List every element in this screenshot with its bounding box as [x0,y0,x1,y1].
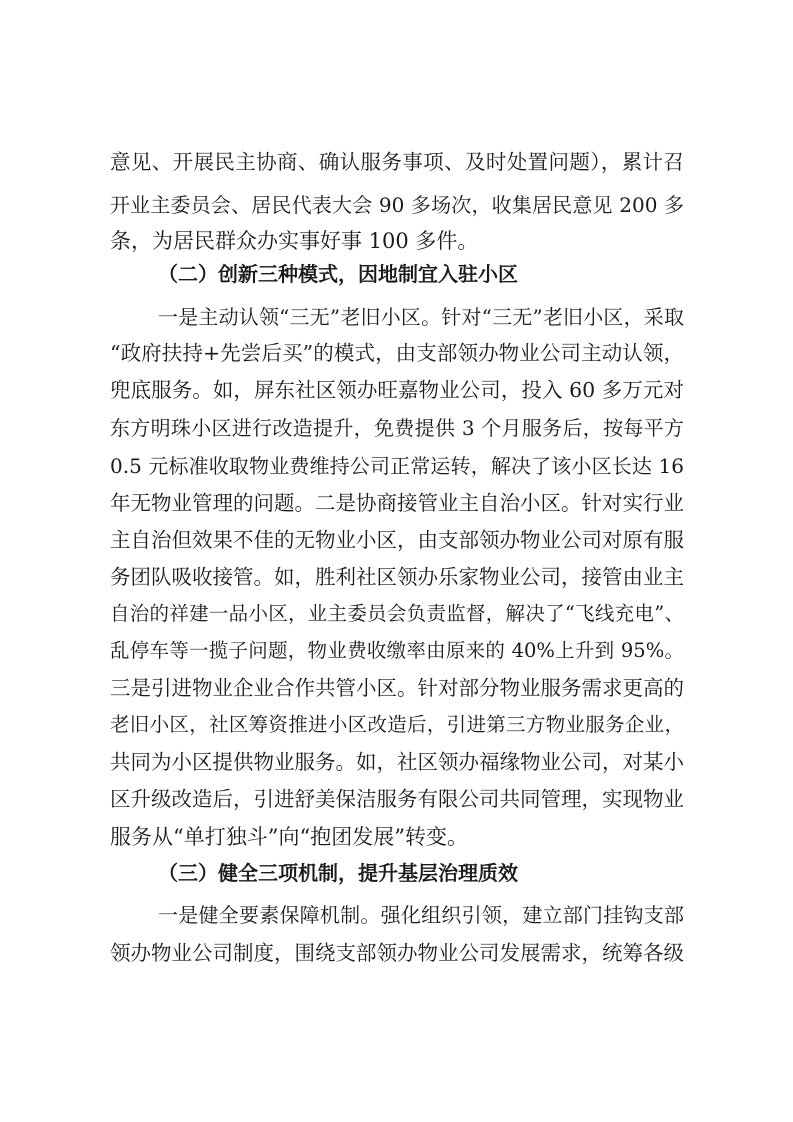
paragraph-3-line-2: 领办物业公司制度，围绕支部领办物业公司发展需求，统筹各级 [110,941,684,965]
section-heading-3: （三）健全三项机制，提升基层治理质效 [158,861,518,885]
paragraph-2-line-6: 年无物业管理的问题。二是协商接管业主自治小区。针对实行业 [110,491,684,515]
paragraph-2-line-5: 0.5 元标准收取物业费维持公司正常运转，解决了该小区长达 16 [110,454,684,478]
paragraph-2-line-9: 自治的祥建一品小区，业主委员会负责监督，解决了“飞线充电”、 [110,602,684,625]
paragraph-2-line-14: 区升级改造后，引进舒美保洁服务有限公司共同管理，实现物业 [110,787,684,811]
paragraph-3-line-1: 一是健全要素保障机制。强化组织引领，建立部门挂钩支部 [158,903,684,927]
paragraph-2-line-8: 务团队吸收接管。如，胜利社区领办乐家物业公司，接管由业主 [110,565,684,589]
paragraph-2-line-13: 共同为小区提供物业服务。如，社区领办福缘物业公司，对某小 [110,750,684,774]
paragraph-2-line-11: 三是引进物业企业合作共管小区。针对部分物业服务需求更高的 [110,676,684,700]
section-heading-2: （二）创新三种模式，因地制宜入驻小区 [158,262,518,286]
paragraph-2-line-10: 乱停车等一揽子问题，物业费收缴率由原来的 40%上升到 95%。 [110,639,684,662]
paragraph-2-line-12: 老旧小区，社区筹资推进小区改造后，引进第三方物业服务企业， [110,713,684,736]
paragraph-2-line-15: 服务从“单打独斗”向“抱团发展”转变。 [110,825,468,849]
paragraph-2-line-4: 东方明珠小区进行改造提升，免费提供 3 个月服务后，按每平方 [110,416,684,440]
paragraph-1-line-3: 条，为居民群众办实事好事 100 多件。 [110,229,479,253]
paragraph-2-line-1: 一是主动认领“三无”老旧小区。针对“三无”老旧小区，采取 [158,305,684,329]
paragraph-1-line-2: 开业主委员会、居民代表大会 90 多场次，收集居民意见 200 多 [110,193,684,217]
paragraph-2-line-2: “政府扶持+先尝后买”的模式，由支部领办物业公司主动认领， [110,341,684,365]
paragraph-2-line-3: 兜底服务。如，屏东社区领办旺嘉物业公司，投入 60 多万元对 [110,378,684,402]
paragraph-2-line-7: 主自治但效果不佳的无物业小区，由支部领办物业公司对原有服 [110,528,684,552]
paragraph-1-line-1: 意见、开展民主协商、确认服务事项、及时处置问题），累计召 [110,150,684,174]
